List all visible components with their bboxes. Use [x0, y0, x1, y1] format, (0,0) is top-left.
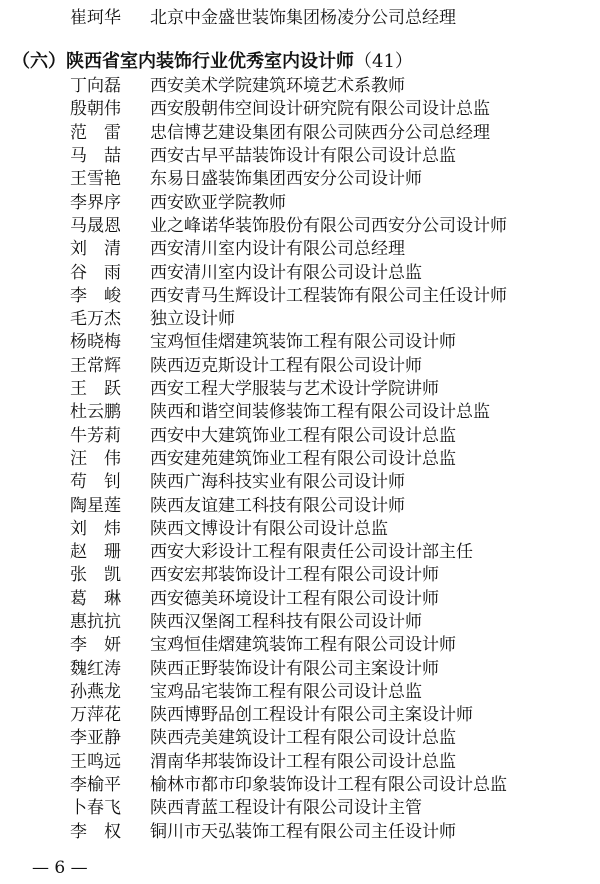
- list-item: [70, 258, 595, 281]
- entry-name: 牛芳莉: [70, 425, 121, 446]
- list-item: [70, 95, 595, 118]
- list-item: [70, 235, 595, 258]
- entry-role: 北京中金盛世装饰集团杨凌分公司总经理: [150, 7, 456, 28]
- list-item: [70, 771, 595, 794]
- entry-name: 李妍: [70, 635, 138, 656]
- entry-role: 宝鸡恒佳熠建筑装饰工程有限公司设计师: [150, 332, 456, 353]
- list-item: [70, 794, 595, 817]
- entry-name: 万萍花: [70, 705, 121, 726]
- entry-role: 陕西博野品创工程设计有限公司主案设计师: [150, 705, 473, 726]
- entry-name: 丁向磊: [70, 76, 121, 97]
- entry-role: 陕西正野装饰设计有限公司主案设计师: [150, 658, 439, 679]
- list-item: [70, 678, 595, 701]
- list-item: [70, 352, 595, 375]
- entry-name: 崔珂华: [70, 7, 121, 28]
- entry-name: 殷朝伟: [70, 99, 121, 120]
- entry-role: 渭南华邦装饰设计工程有限公司设计总监: [150, 751, 456, 772]
- entry-name: 惠抗抗: [70, 611, 121, 632]
- list-item: [70, 445, 595, 468]
- entry-role: 东易日盛装饰集团西安分公司设计师: [150, 169, 422, 190]
- entry-role: 宝鸡品宅装饰工程有限公司设计总监: [150, 681, 422, 702]
- entry-name: 王跃: [70, 379, 138, 400]
- list-item: [70, 701, 595, 724]
- entry-role: 宝鸡恒佳熠建筑装饰工程有限公司设计师: [150, 635, 456, 656]
- entry-role: 西安青马生辉设计工程装饰有限公司主任设计师: [150, 285, 507, 306]
- entry-role: 西安工程大学服装与艺术设计学院讲师: [150, 379, 439, 400]
- list-item: [70, 142, 595, 165]
- section-count: （41）: [354, 51, 413, 72]
- entry-role: 西安德美环境设计工程有限公司设计师: [150, 588, 439, 609]
- entry-role: 西安清川室内设计有限公司设计总监: [150, 262, 422, 283]
- entry-role: 陕西文博设计有限公司设计总监: [150, 518, 388, 539]
- list-item: [70, 212, 595, 235]
- list-item: [70, 72, 595, 95]
- entry-role: 陕西友谊建工科技有限公司设计师: [150, 495, 405, 516]
- list-item: [70, 188, 595, 211]
- list-item: [70, 654, 595, 677]
- list-item: [70, 282, 595, 305]
- entry-role: 忠信博艺建设集团有限公司陕西分公司总经理: [150, 122, 490, 143]
- list-item: [70, 305, 595, 328]
- entry-name: 李亚静: [70, 728, 121, 749]
- list-item: [70, 818, 595, 841]
- entry-name: 马晟恩: [70, 215, 121, 236]
- list-item: [70, 421, 595, 444]
- entry-name: 李峻: [70, 285, 138, 306]
- list-item: [70, 585, 595, 608]
- entry-name: 葛琳: [70, 588, 138, 609]
- list-item: [70, 561, 595, 584]
- entry-role: 西安美术学院建筑环境艺术系教师: [150, 76, 405, 97]
- entry-name: 李界序: [70, 192, 121, 213]
- entry-name: 刘炜: [70, 518, 138, 539]
- entry-name: 赵珊: [70, 542, 138, 563]
- entry-role: 西安大彩设计工程有限责任公司设计部主任: [150, 542, 473, 563]
- entry-name: 毛万杰: [70, 309, 121, 330]
- entry-role: 陕西和谐空间装修装饰工程有限公司设计总监: [150, 402, 490, 423]
- list-item: [70, 165, 595, 188]
- list-item: [70, 398, 595, 421]
- entry-name: 苟钊: [70, 472, 138, 493]
- entry-name: 李榆平: [70, 775, 121, 796]
- list-item: [70, 748, 595, 771]
- list-item: [70, 119, 595, 142]
- entry-name: 王常辉: [70, 355, 121, 376]
- list-item: [70, 515, 595, 538]
- entry-role: 陕西迈克斯设计工程有限公司设计师: [150, 355, 422, 376]
- entry-name: 卜春飞: [70, 798, 121, 819]
- entry-name: 杨晓梅: [70, 332, 121, 353]
- list-item: [70, 468, 595, 491]
- entry-name: 范雷: [70, 122, 138, 143]
- list-item: [70, 724, 595, 747]
- entry-name: 谷雨: [70, 262, 138, 283]
- section-heading: [12, 49, 413, 71]
- entry-name: 陶星莲: [70, 495, 121, 516]
- entry-name: 孙燕龙: [70, 681, 121, 702]
- entry-role: 铜川市天弘装饰工程有限公司主任设计师: [150, 821, 456, 842]
- entry-name: 刘清: [70, 239, 138, 260]
- entry-role: 西安中大建筑饰业工程有限公司设计总监: [150, 425, 456, 446]
- designer-list: [70, 72, 595, 841]
- section-number: （六）: [12, 51, 66, 72]
- entry-role: 独立设计师: [150, 309, 235, 330]
- list-item: [70, 608, 595, 631]
- entry-role: 榆林市都市印象装饰设计工程有限公司设计总监: [150, 775, 507, 796]
- section-title: 陕西省室内装饰行业优秀室内设计师: [66, 51, 354, 72]
- entry-role: 陕西青蓝工程设计有限公司设计主管: [150, 798, 422, 819]
- entry-role: 业之峰诺华装饰股份有限公司西安分公司设计师: [150, 215, 507, 236]
- list-item: [70, 631, 595, 654]
- entry-name: 张凯: [70, 565, 138, 586]
- entry-name: 魏红涛: [70, 658, 121, 679]
- list-item: [70, 375, 595, 398]
- entry-role: 西安清川室内设计有限公司总经理: [150, 239, 405, 260]
- entry-role: 陕西广海科技实业有限公司设计师: [150, 472, 405, 493]
- entry-name: 王雪艳: [70, 169, 121, 190]
- page-number: — 6 —: [32, 858, 88, 878]
- list-item: [70, 328, 595, 351]
- top-entry: [70, 3, 456, 27]
- entry-name: 李权: [70, 821, 138, 842]
- entry-name: 杜云鹏: [70, 402, 121, 423]
- entry-role: 西安欧亚学院教师: [150, 192, 286, 213]
- entry-role: 西安建苑建筑饰业工程有限公司设计总监: [150, 448, 456, 469]
- entry-role: 西安殷朝伟空间设计研究院有限公司设计总监: [150, 99, 490, 120]
- entry-name: 王鸣远: [70, 751, 121, 772]
- entry-name: 汪伟: [70, 448, 138, 469]
- entry-role: 陕西壳美建筑设计工程有限公司设计总监: [150, 728, 456, 749]
- entry-role: 西安古早平喆装饰设计有限公司设计总监: [150, 146, 456, 167]
- list-item: [70, 538, 595, 561]
- entry-role: 陕西汉堡阁工程科技有限公司设计师: [150, 611, 422, 632]
- entry-name: 马喆: [70, 146, 138, 167]
- list-item: [70, 491, 595, 514]
- entry-role: 西安宏邦装饰设计工程有限公司设计师: [150, 565, 439, 586]
